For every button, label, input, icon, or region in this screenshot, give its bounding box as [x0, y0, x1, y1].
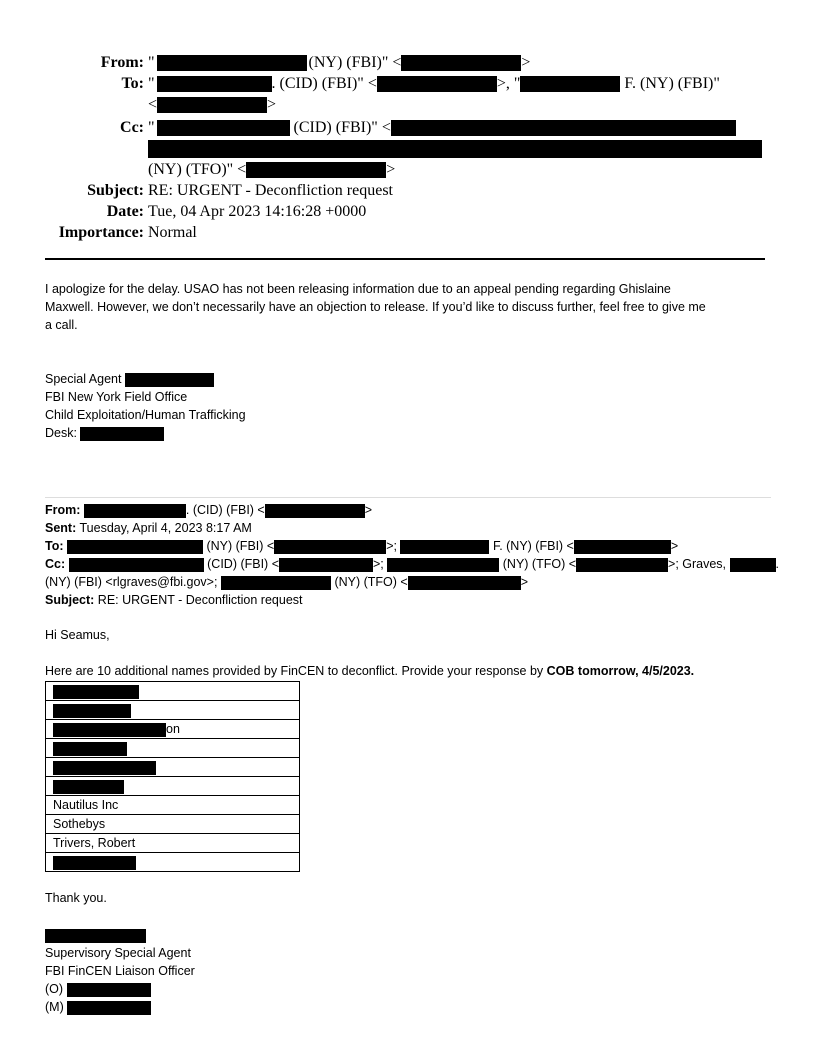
- orig-to-text: >;: [386, 539, 397, 553]
- header-cc-text-1: (CID) (FBI)" <: [293, 119, 391, 136]
- redaction-box: [53, 856, 136, 870]
- redaction-box: [84, 504, 186, 518]
- redaction-box: [520, 76, 620, 92]
- orig-to-label: To:: [45, 539, 64, 553]
- header-from-text: (NY) (FBI)" <: [308, 54, 402, 71]
- table-row: [46, 796, 300, 815]
- table-row: [46, 853, 300, 872]
- redaction-box: [53, 780, 124, 794]
- reply-signature: [45, 370, 767, 442]
- table-row: [46, 701, 300, 720]
- redaction-box: [730, 558, 776, 572]
- header-to-text-3: F. (NY) (FBI)": [624, 75, 720, 92]
- redaction-box: [148, 140, 762, 158]
- redaction-box: [67, 540, 203, 554]
- header-subject-label: Subject:: [87, 182, 144, 199]
- orig-from-label: From:: [45, 503, 81, 517]
- redaction-box: [391, 120, 736, 136]
- header-from-row: From: " (NY) (FBI)" < >: [0, 52, 816, 73]
- redaction-box: [221, 576, 331, 590]
- redaction-box: [80, 427, 164, 441]
- redaction-box: [45, 929, 146, 943]
- intro-text: Here are 10 additional names provided by FinCEN to deconflict. Provide your response by: [45, 664, 547, 678]
- header-date-row: [0, 201, 816, 222]
- redaction-box: [67, 1001, 151, 1015]
- header-importance-label: Importance:: [58, 224, 144, 241]
- header-cc-label: Cc:: [120, 119, 144, 136]
- orig-cc-text: (CID) (FBI) <: [207, 557, 279, 571]
- reply-line: I apologize for the delay. USAO has not been releasing information due to an appeal pending regarding Ghislaine: [45, 282, 671, 296]
- header-from-label: From:: [100, 54, 144, 71]
- mobile-phone-label: (M): [45, 1000, 64, 1014]
- table-row: [46, 758, 300, 777]
- redaction-box: [377, 76, 497, 92]
- table-row: [46, 777, 300, 796]
- redaction-box: [157, 97, 267, 113]
- orig-to-text: F. (NY) (FBI) <: [492, 539, 574, 553]
- redaction-box: [274, 540, 386, 554]
- orig-cc-text: >;: [373, 557, 384, 571]
- name-cell-text: Nautilus Inc: [46, 796, 300, 815]
- signature-unit: Child Exploitation/Human Trafficking: [45, 408, 246, 422]
- orig-cc-text: (NY) (TFO) <: [502, 557, 577, 571]
- redaction-box: [265, 504, 365, 518]
- redaction-box: [576, 558, 668, 572]
- redaction-box: [400, 540, 489, 554]
- header-divider: [45, 258, 765, 260]
- header-cc-text-2: (NY) (TFO)" <: [148, 161, 247, 178]
- header-to-text-2: >, ": [496, 75, 521, 92]
- original-header: From: . (CID) (FBI) < > Sent: Tuesday, April 4, 2023 8:17 AM To: (NY) (FBI) < >; F. (NY) (FBI) < > Cc: (CID) (FBI) < >; (NY) (TFO) < >; Graves, . (NY) (FBI) <rlgraves@fbi.gov>; (NY) (TFO) < > Subject: RE: URGENT - Deconfliction request: [45, 503, 779, 607]
- redaction-box: [53, 685, 139, 699]
- orig-intro: [45, 662, 767, 680]
- redaction-box: [53, 742, 127, 756]
- reply-line: Maxwell. However, we don’t necessarily have an objection to release. If you’d like to discuss further, feel free to give me: [45, 300, 706, 314]
- header-date-value: Tue, 04 Apr 2023 14:16:28 +0000: [148, 203, 367, 220]
- signature-desk-label: Desk:: [45, 426, 77, 440]
- orig-subject-value: RE: URGENT - Deconfliction request: [97, 593, 303, 607]
- table-row: [46, 739, 300, 758]
- redaction-box: [157, 120, 290, 136]
- table-row: [46, 720, 300, 739]
- orig-sent-label: Sent:: [45, 521, 77, 535]
- orig-thanks: [45, 889, 767, 907]
- orig-cc-text: >; Graves,: [668, 557, 727, 571]
- orig-cc-text: (NY) (TFO) <: [334, 575, 408, 589]
- header-subject-row: [0, 180, 816, 201]
- name-cell-text: on: [166, 722, 180, 736]
- thanks-text: Thank you.: [45, 891, 107, 905]
- header-to-text-1: . (CID) (FBI)" <: [271, 75, 377, 92]
- office-phone-label: (O): [45, 982, 64, 996]
- orig-greeting: [45, 626, 767, 644]
- redaction-box: [157, 76, 272, 92]
- signature-title: Special Agent: [45, 372, 122, 386]
- reply-body: [45, 280, 767, 334]
- orig-subject-label: Subject:: [45, 593, 95, 607]
- redaction-box: [53, 723, 166, 737]
- redaction-box: [387, 558, 499, 572]
- header-subject-value: RE: URGENT - Deconfliction request: [148, 182, 393, 199]
- reply-line: a call.: [45, 318, 78, 332]
- redaction-box: [69, 558, 204, 572]
- orig-to-text: (NY) (FBI) <: [206, 539, 275, 553]
- header-importance-value: Normal: [148, 224, 197, 241]
- orig-cc-label: Cc:: [45, 557, 66, 571]
- header-to-label: To:: [121, 75, 144, 92]
- signature-role: FBI FinCEN Liaison Officer: [45, 964, 195, 978]
- header-importance-row: [0, 222, 816, 243]
- names-table: [45, 681, 300, 872]
- table-row: [46, 834, 300, 853]
- greeting-text: Hi Seamus,: [45, 628, 110, 642]
- table-row: [46, 682, 300, 701]
- name-cell-text: Sothebys: [46, 815, 300, 834]
- redaction-box: [246, 162, 386, 178]
- redaction-box: [157, 55, 307, 71]
- redaction-box: [408, 576, 521, 590]
- orig-signature: [45, 926, 767, 1016]
- redaction-box: [53, 761, 156, 775]
- redaction-box: [125, 373, 214, 387]
- intro-deadline: COB tomorrow, 4/5/2023.: [546, 664, 695, 678]
- signature-title: Supervisory Special Agent: [45, 946, 191, 960]
- redaction-box: [574, 540, 671, 554]
- orig-sent-value: Tuesday, April 4, 2023 8:17 AM: [79, 521, 252, 535]
- orig-from-text: . (CID) (FBI) <: [185, 503, 265, 517]
- header-date-label: Date:: [106, 203, 144, 220]
- email-header: From: " (NY) (FBI)" < > To: " . (CID) (FBI)" < >, " F. (NY) (FBI)" < > Cc: " (CID) (FBI)" < (NY) (TFO)" < > Subject: RE: URGENT - Deconfliction request Date: Tue, 04 Apr 2023 14:16:28 +0000 Importance: Normal: [0, 52, 816, 243]
- redaction-box: [401, 55, 521, 71]
- table-row: [46, 815, 300, 834]
- signature-office: FBI New York Field Office: [45, 390, 188, 404]
- header-cc-row: Cc: " (CID) (FBI)" <: [0, 117, 816, 138]
- orig-cc-text: (NY) (FBI) <rlgraves@fbi.gov>;: [45, 575, 218, 589]
- name-cell-text: Trivers, Robert: [46, 834, 300, 853]
- redaction-box: [279, 558, 373, 572]
- message-separator: [45, 497, 771, 498]
- redaction-box: [67, 983, 151, 997]
- header-to-row: To: " . (CID) (FBI)" < >, " F. (NY) (FBI)": [0, 73, 816, 94]
- redaction-box: [53, 704, 131, 718]
